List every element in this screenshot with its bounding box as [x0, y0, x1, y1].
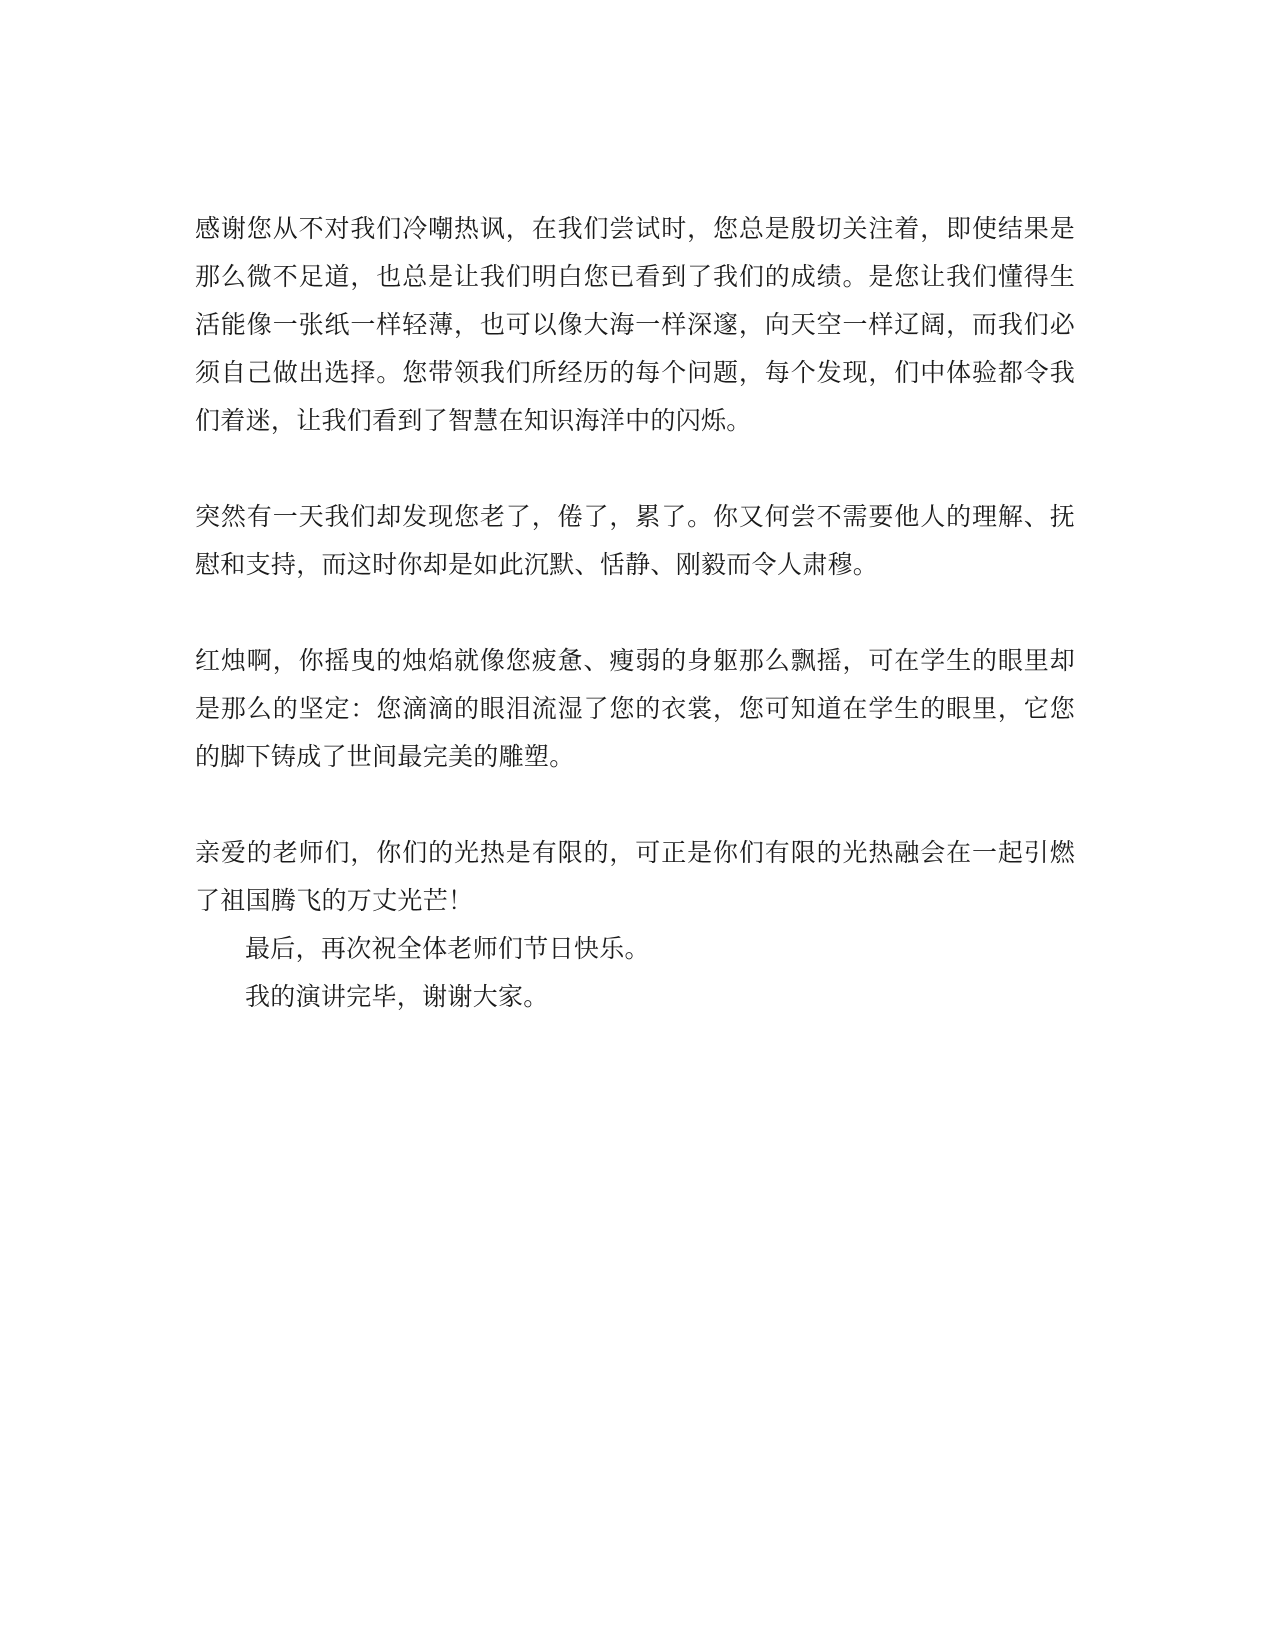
paragraph-light-and-heat: 亲爱的老师们，你们的光热是有限的，可正是你们有限的光热融会在一起引燃了祖国腾飞的万丈光芒！	[195, 838, 1075, 915]
paragraph-red-candle: 红烛啊，你摇曳的烛焰就像您疲惫、瘦弱的身躯那么飘摇，可在学生的眼里却是那么的坚定：您滴滴的眼泪流湿了您的衣裳，您可知道在学生的眼里，它您的脚下铸成了世间最完美的雕塑。	[195, 646, 1075, 771]
paragraph-closing-wishes: 最后，再次祝全体老师们节日快乐。	[245, 934, 650, 963]
paragraph-closing-thanks: 我的演讲完毕，谢谢大家。	[245, 982, 549, 1011]
paragraph-aging: 突然有一天我们却发现您老了，倦了，累了。你又何尝不需要他人的理解、抚慰和支持，而这时你却是如此沉默、恬静、刚毅而令人肃穆。	[195, 502, 1075, 579]
document-body	[195, 205, 1075, 1021]
paragraph-gratitude: 感谢您从不对我们冷嘲热讽，在我们尝试时，您总是殷切关注着，即使结果是那么微不足道，也总是让我们明白您已看到了我们的成绩。是您让我们懂得生活能像一张纸一样轻薄，也可以像大海一样深邃，向天空一样辽阔，而我们必须自己做出选择。您带领我们所经历的每个问题，每个发现，们中体验都令我们着迷，让我们看到了智慧在知识海洋中的闪烁。	[195, 214, 1075, 435]
